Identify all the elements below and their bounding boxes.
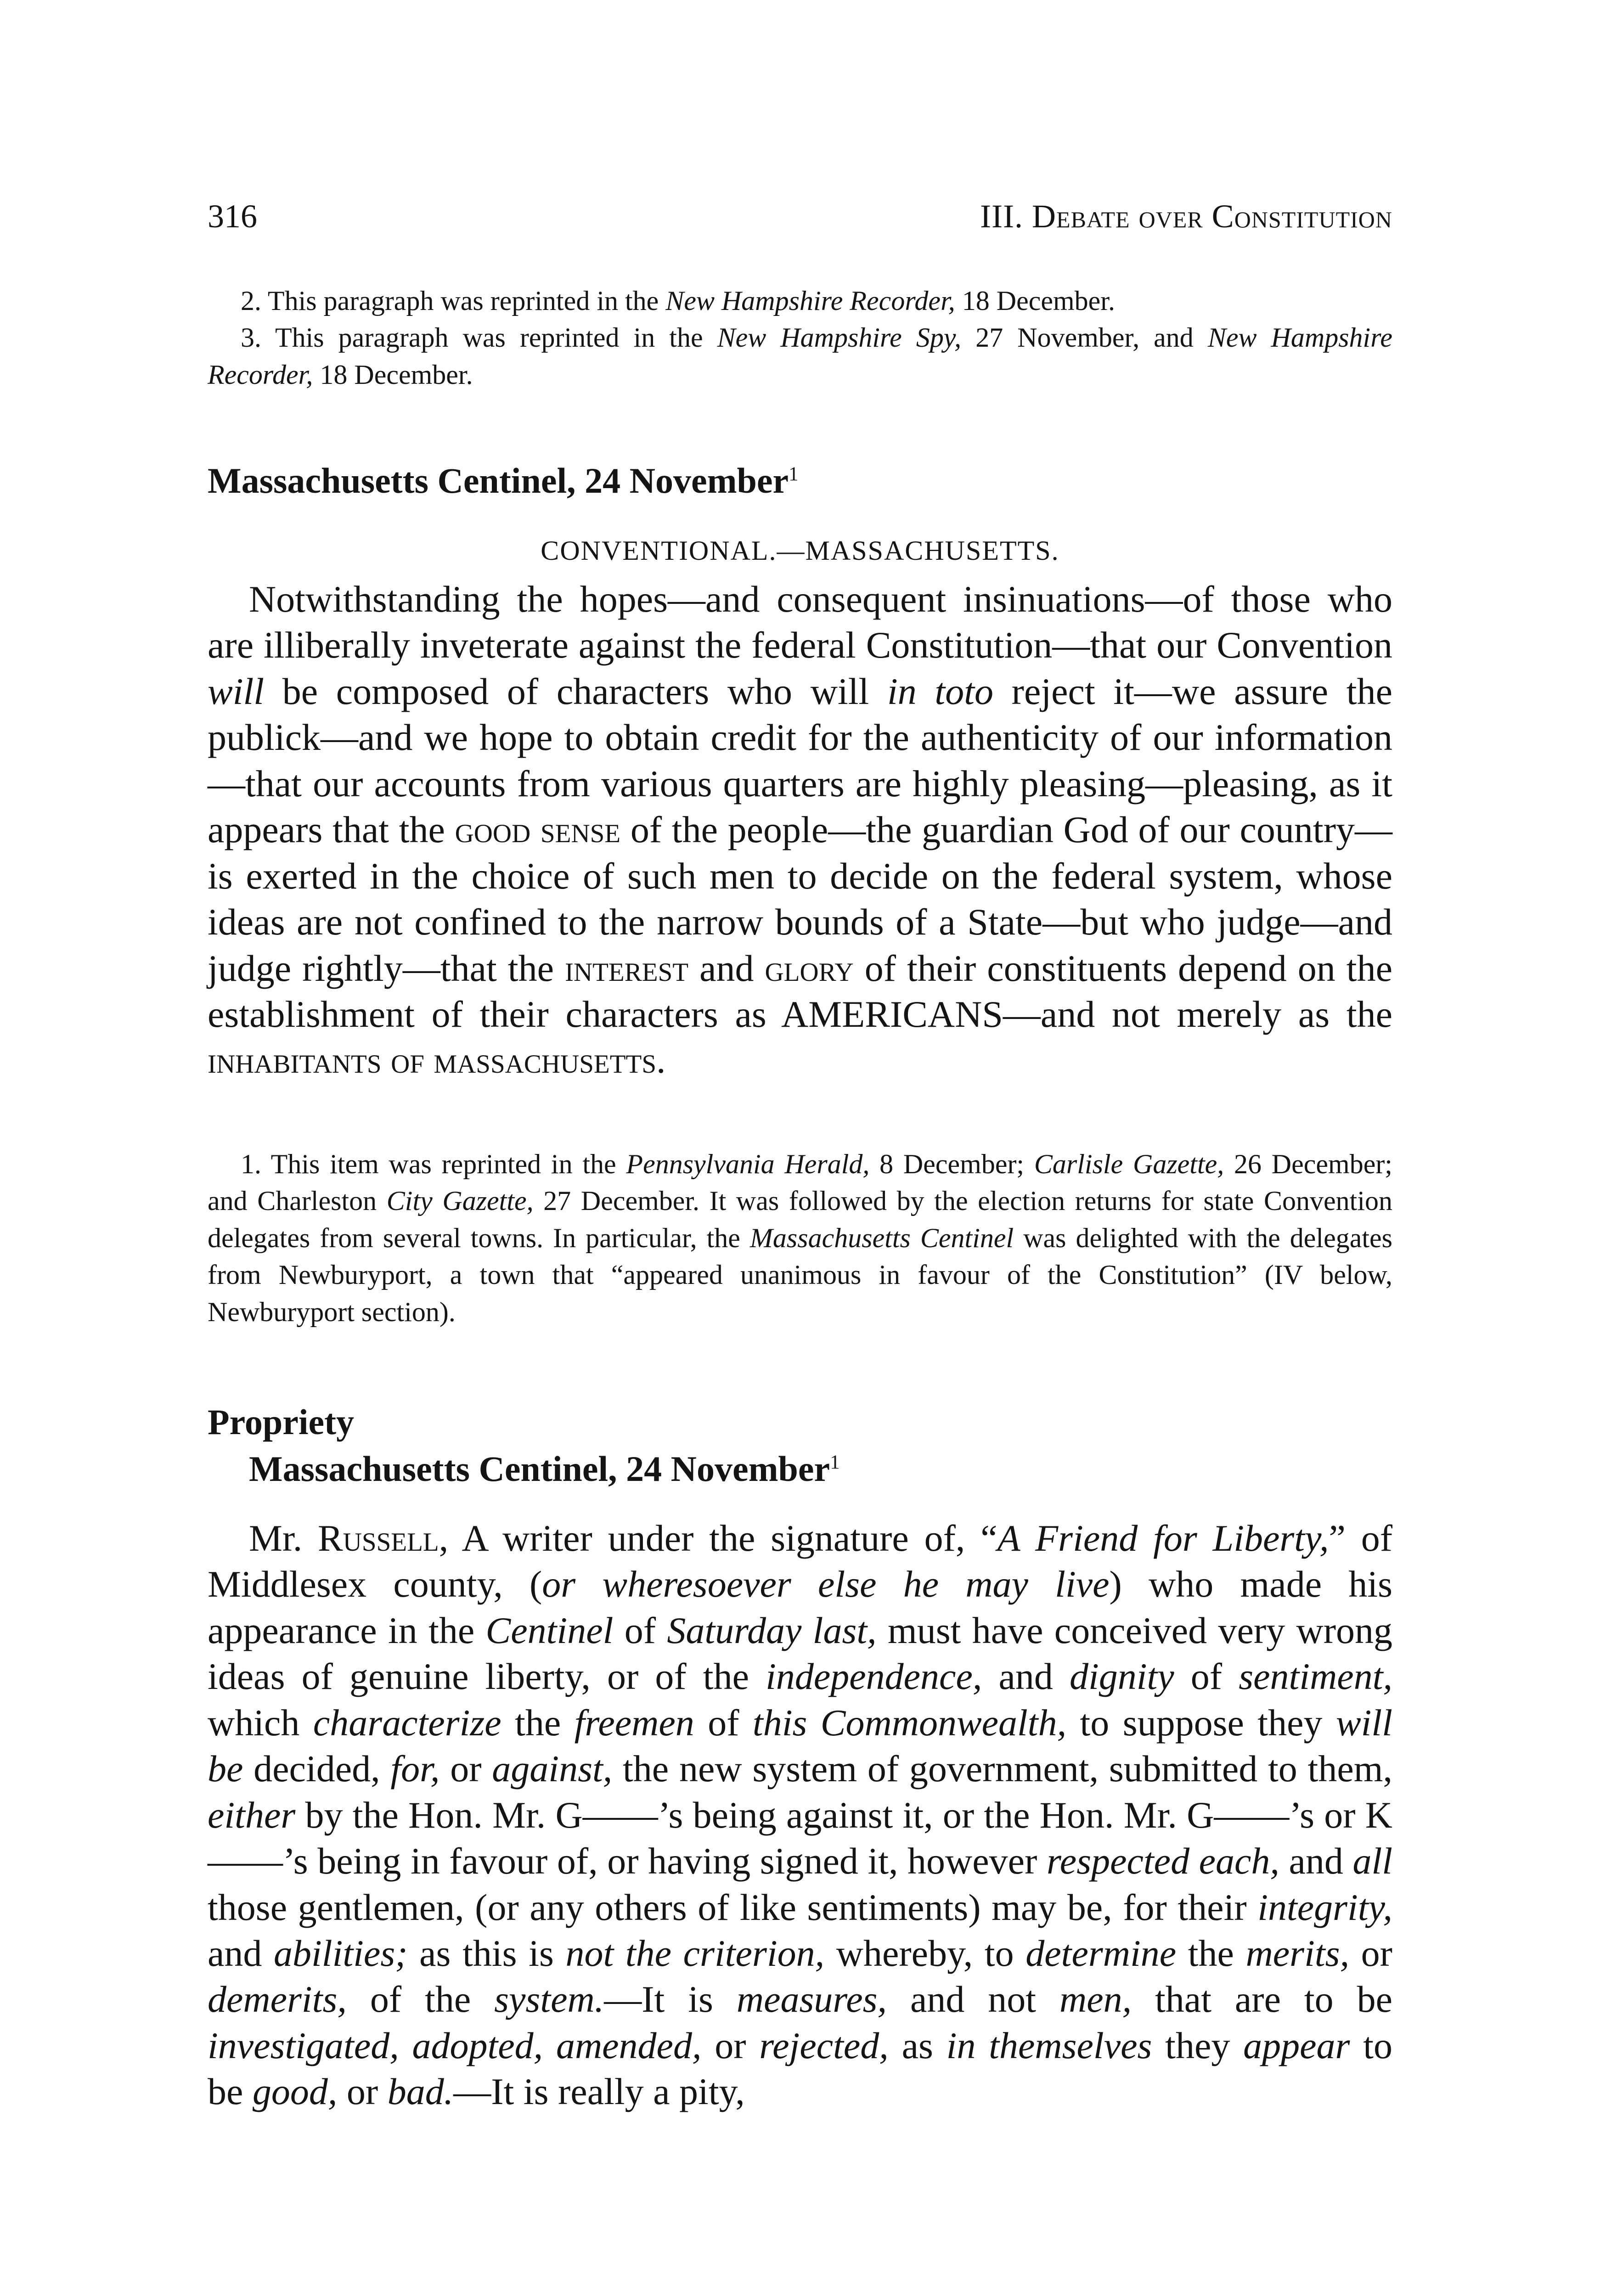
article-body [208, 576, 1392, 1084]
footnote-text: 1. This item was reprinted in the Pennsylvania Herald, 8 December; Carlisle Gazette, 26 December; and Charleston City Gazette, 27 December. It was followed by the election returns for state Convention delegates from several towns. In particular, the Massachusetts Centinel was delighted with the delegates from Newburyport, a town that “appeared unanimous in favour of the Constitution” (IV below, Newburyport section). [208, 1149, 1393, 1327]
section-centinel-conventional [208, 459, 1392, 502]
section-heading-propriety: Propriety [208, 1402, 355, 1442]
section-propriety [208, 1401, 1392, 1490]
section-heading: Massachusetts Centinel, 24 November$^1$ [208, 461, 799, 501]
propriety-body [208, 1515, 1392, 2115]
running-head [208, 197, 1392, 243]
running-title: III. Debate over Constitution [980, 198, 1392, 235]
article-paragraph: Notwithstanding the hopes—and consequent insinuations—of those who are illiberally inveterate against the federal Constitution—that our Convention will be composed of characters who will in toto reject it—we assure the publick—and we hope to obtain credit for the authenticity of our information—that our accounts from various quarters are highly pleasing—pleasing, as it appears that the good sense of the people—the guardian God of our country—is exerted in the choice of such men to decide on the federal system, whose ideas are not confined to the narrow bounds of a State—but who judge—and judge rightly—that the interest and glory of their constituents depend on the establishment of their characters as AMERICANS—and not merely as the inhabitants of massachusetts. [208, 578, 1393, 1081]
top-notes [208, 282, 1392, 393]
section-subheading: Massachusetts Centinel, 24 November$^1$ [249, 1448, 840, 1489]
page-number: 316 [208, 198, 257, 235]
article-title: CONVENTIONAL.—MASSACHUSETTS. [541, 535, 1059, 566]
footnote-1 [208, 1146, 1392, 1330]
note-2: 2. This paragraph was reprinted in the New Hampshire Recorder, 18 December. [241, 286, 1115, 316]
propriety-paragraph: Mr. Russell, A writer under the signature of, “A Friend for Liberty,” of Middlesex county, (or wheresoever else he may live) who made his appearance in the Centinel of Saturday last, must have conceived very wrong ideas of genuine liberty, or of the independence, and dignity of sentiment, which characterize the freemen of this Commonwealth, to suppose they will be decided, for, or against, the new system of government, submitted to them, either by the Hon. Mr. G——’s being against it, or the Hon. Mr. G——’s or K——’s being in favour of, or having signed it, however respected each, and all those gentlemen, (or any others of like sentiments) may be, for their integrity, and abilities; as this is not the criterion, whereby, to determine the merits, or demerits, of the system.—It is measures, and not men, that are to be investigated, adopted, amended, or rejected, as in themselves they appear to be good, or bad.—It is really a pity, [208, 1517, 1393, 2113]
note-3: 3. This paragraph was reprinted in the New Hampshire Spy, 27 November, and New Hampshire Recorder, 18 December. [208, 322, 1392, 390]
